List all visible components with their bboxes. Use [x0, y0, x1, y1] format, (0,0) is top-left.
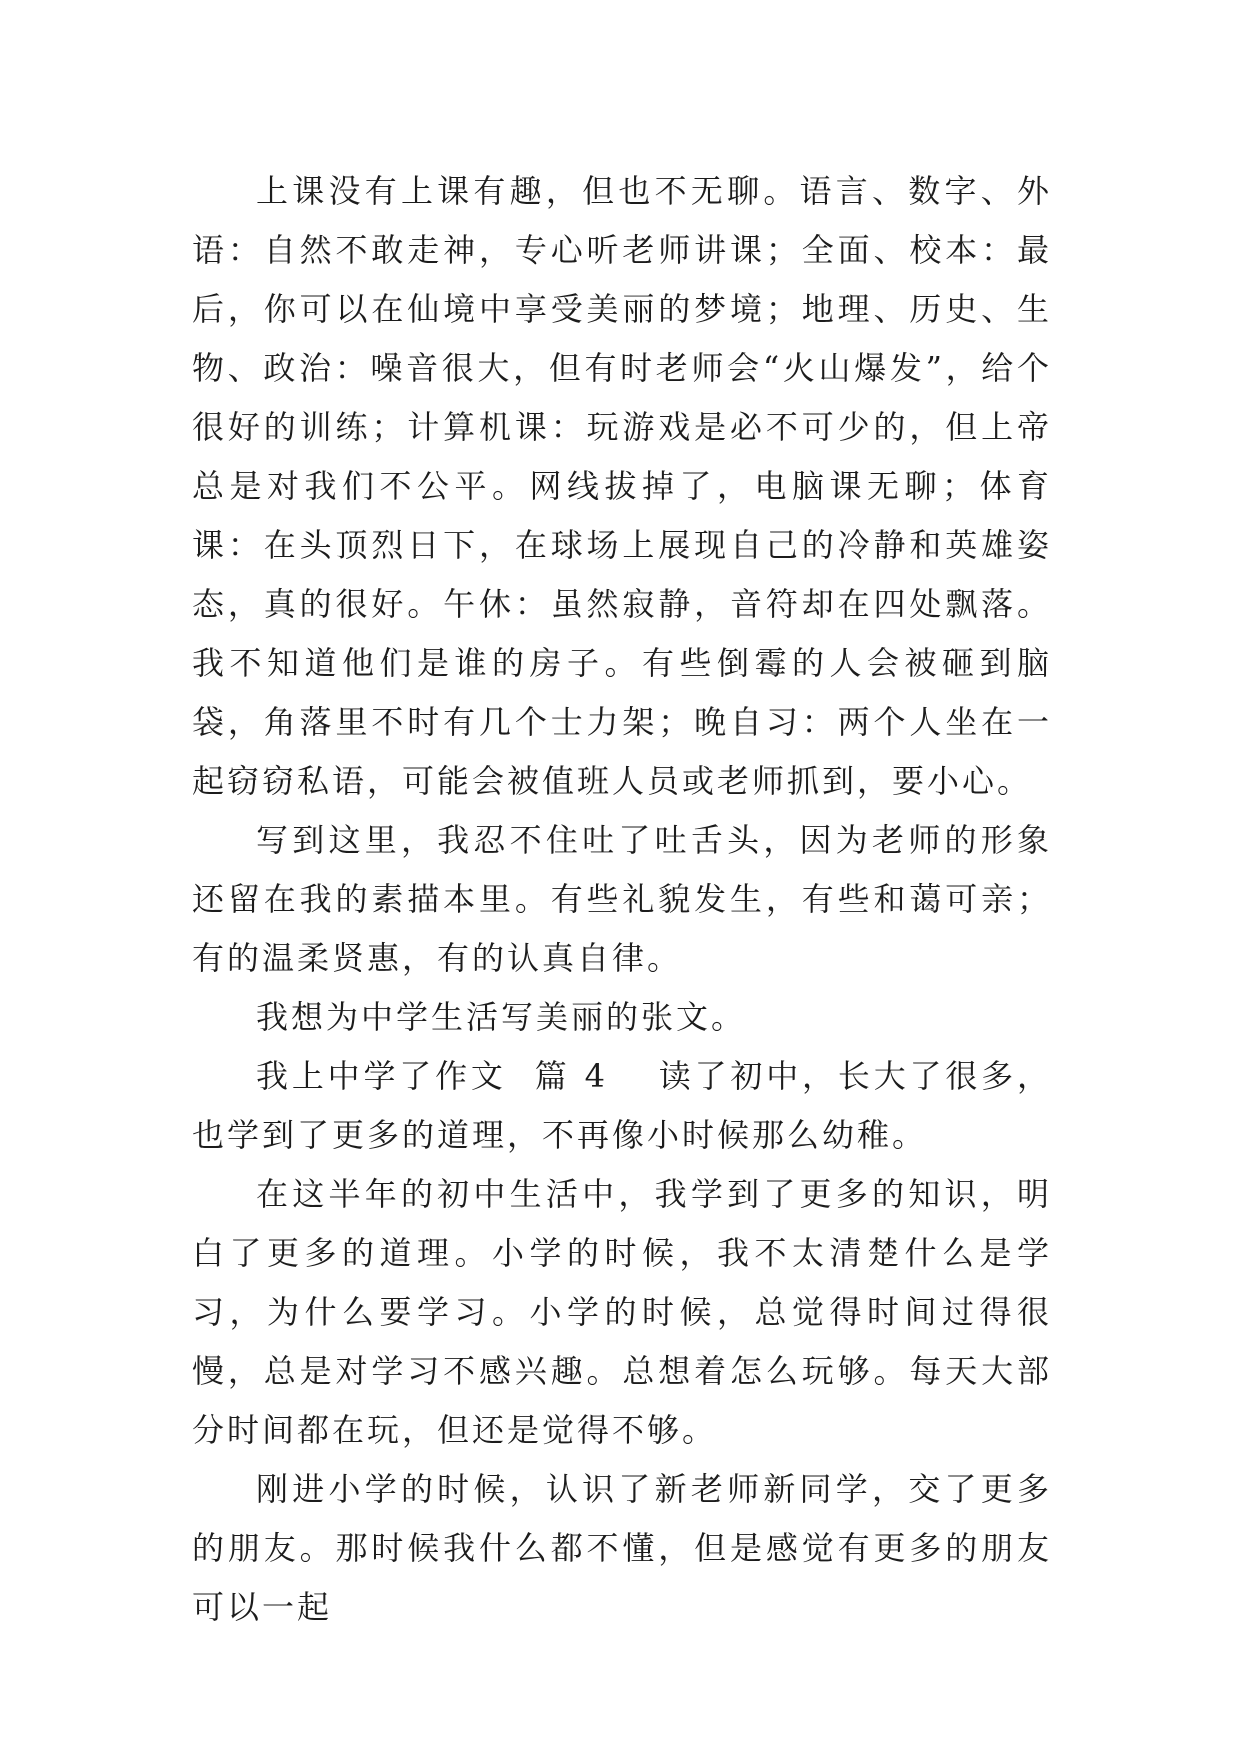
- section-text: 读了初中，长大了很多，也学到了更多的道理，不再像小时候那么幼稚。: [192, 1057, 1052, 1154]
- section-4: [192, 1047, 1052, 1165]
- paragraph-primary-school: 刚进小学的时候，认识了新老师新同学，交了更多的朋友。那时候我什么都不懂，但是感觉有更多的朋友可以一起: [192, 1470, 1052, 1626]
- paragraph-class-life: 上课没有上课有趣，但也不无聊。语言、数字、外语：自然不敢走神，专心听老师讲课；全面、校本：最后，你可以在仙境中享受美丽的梦境；地理、历史、生物、政治：噪音很大，但有时老师会“火山爆发”，给个很好的训练；计算机课：玩游戏是必不可少的，但上帝总是对我们不公平。网线拔掉了，电脑课无聊；体育课：在头顶烈日下，在球场上展现自己的冷静和英雄姿态，真的很好。午休：虽然寂静，音符却在四处飘落。我不知道他们是谁的房子。有些倒霉的人会被砸到脑袋，角落里不时有几个士力架；晚自习：两个人坐在一起窃窃私语，可能会被值班人员或老师抓到，要小心。: [192, 172, 1052, 800]
- paragraph-teachers: 写到这里，我忍不住吐了吐舌头，因为老师的形象还留在我的素描本里。有些礼貌发生，有些和蔼可亲；有的温柔贤惠，有的认真自律。: [192, 821, 1052, 977]
- paragraph-wish: 我想为中学生活写美丽的张文。: [256, 998, 747, 1036]
- body-text: [192, 162, 1052, 1637]
- paragraph-half-year: 在这半年的初中生活中，我学到了更多的知识，明白了更多的道理。小学的时候，我不太清楚什么是学习，为什么要学习。小学的时候，总觉得时间过得很慢，总是对学习不感兴趣。总想着怎么玩够。每天大部分时间都在玩，但还是觉得不够。: [192, 1175, 1052, 1449]
- section-title: 我上中学了作文 篇 4: [256, 1057, 608, 1095]
